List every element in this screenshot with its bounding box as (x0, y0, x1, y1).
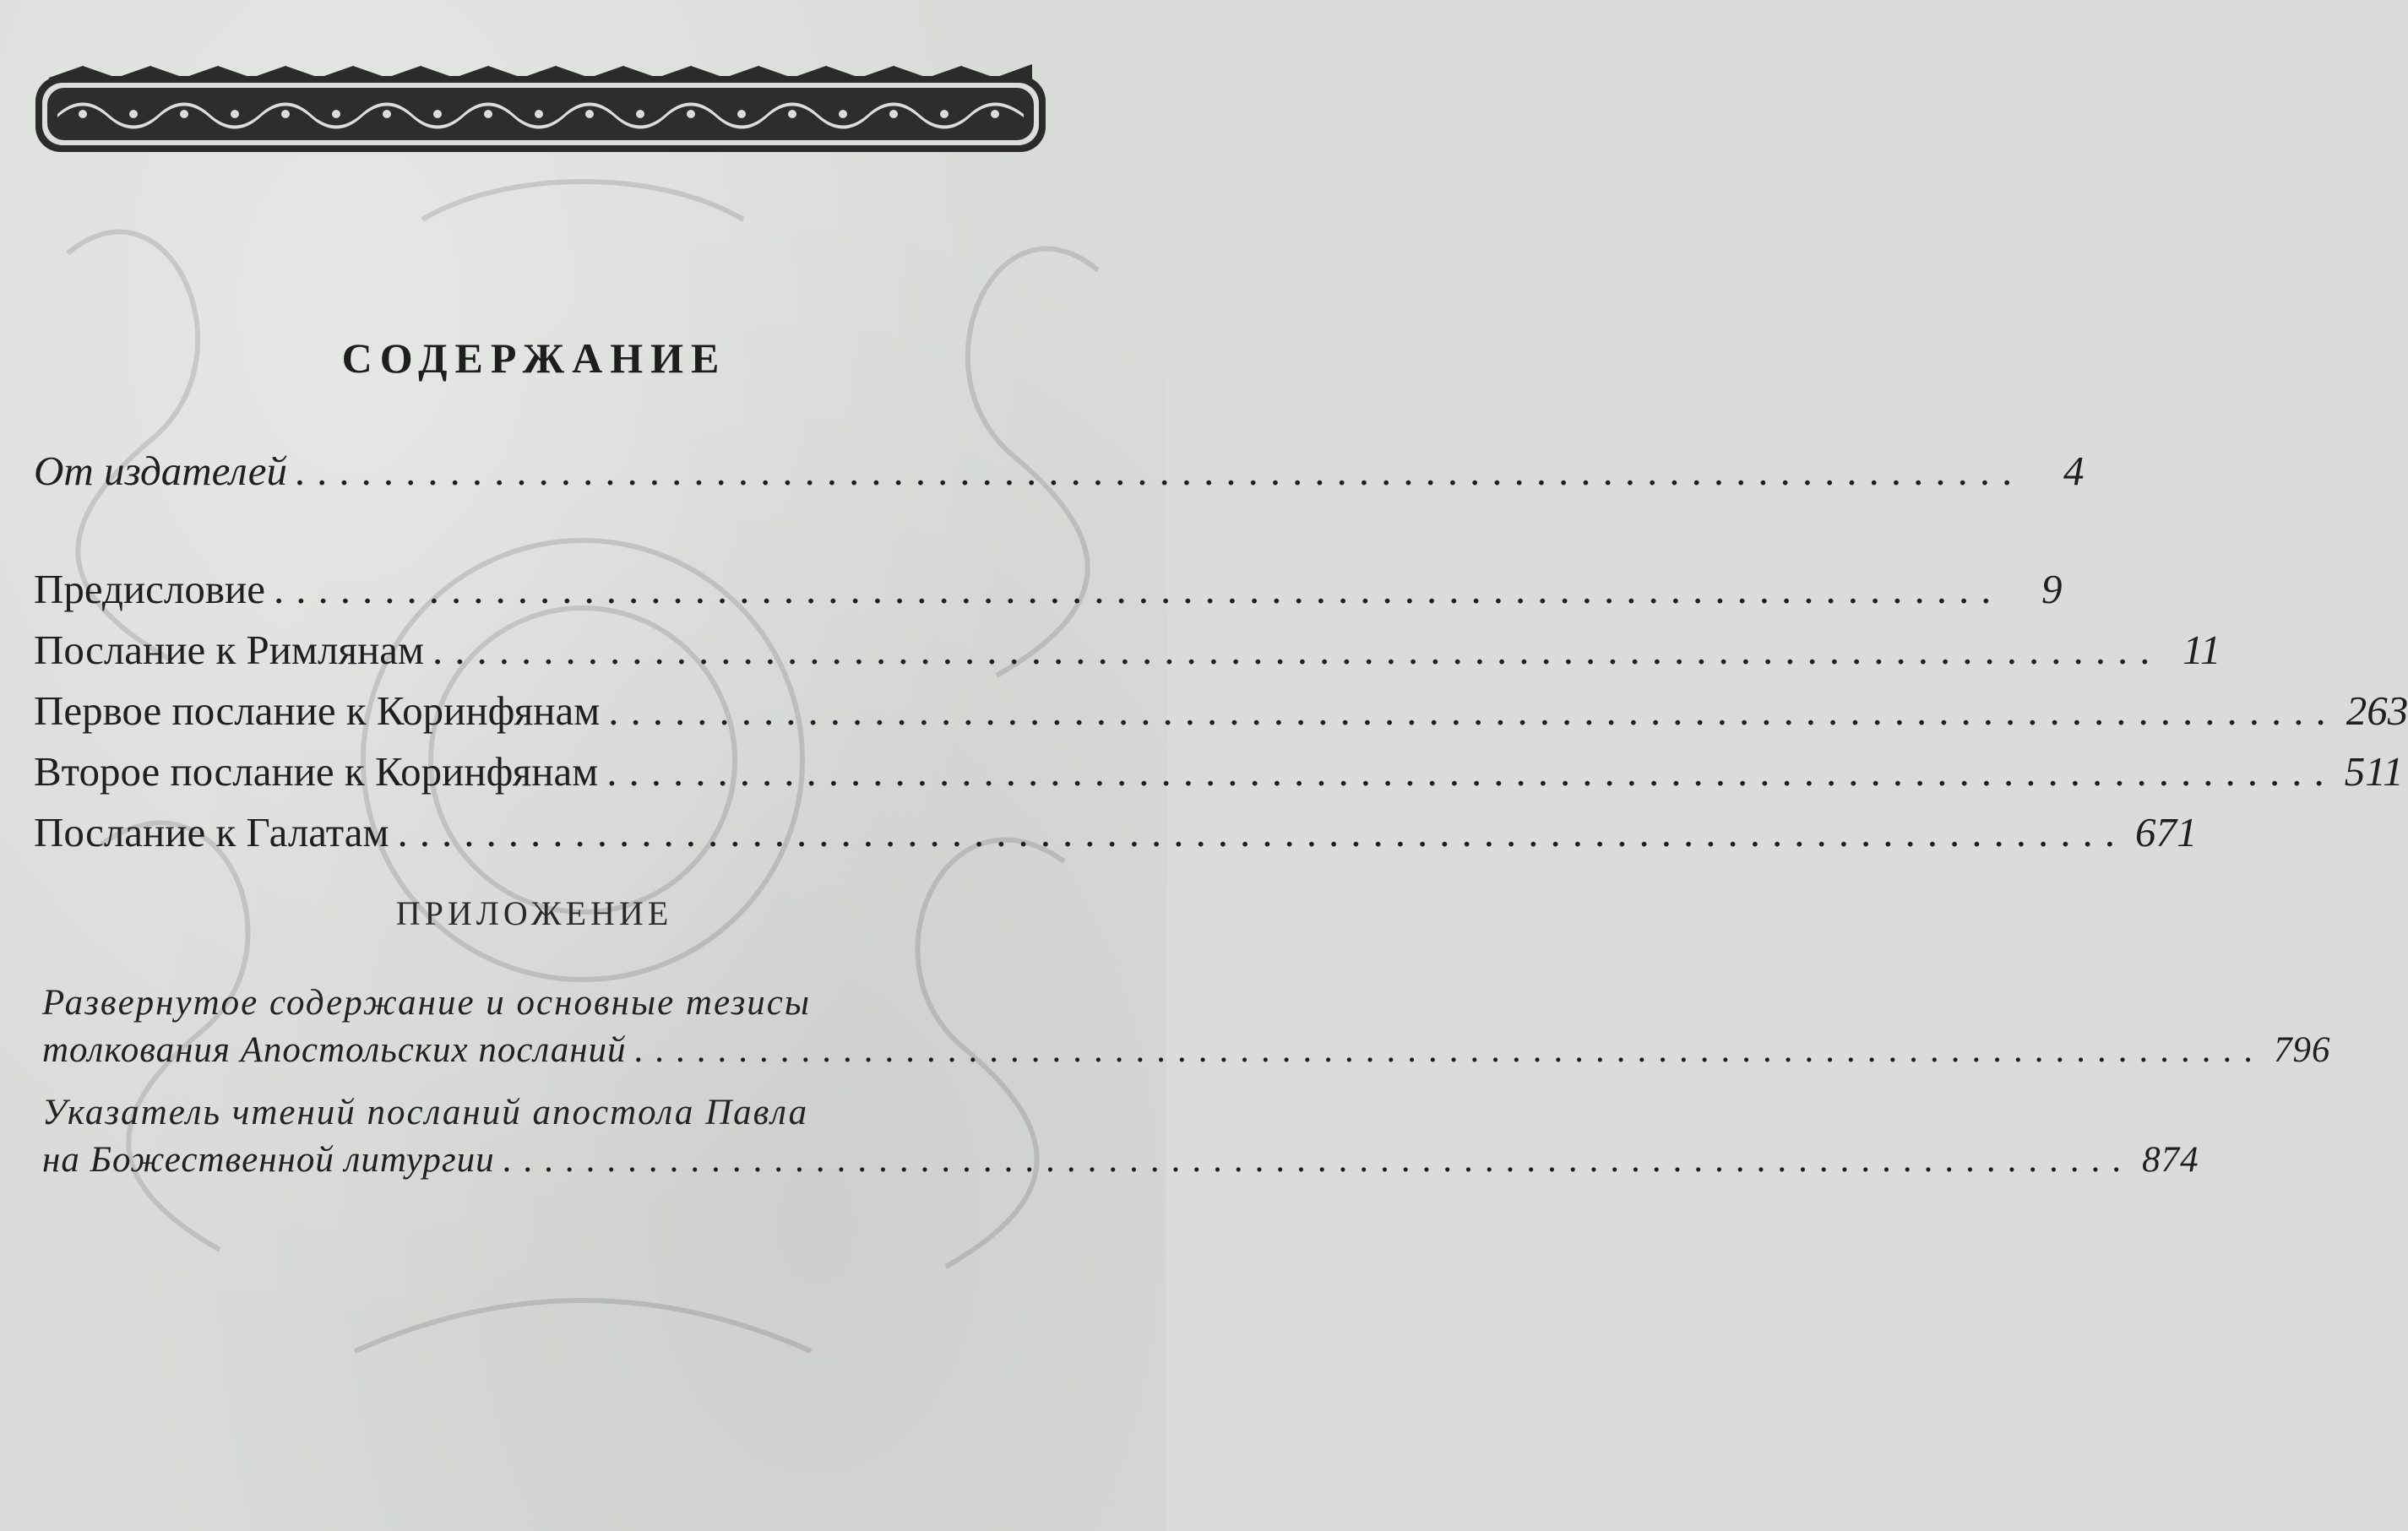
leader-dots: .............................................................................. (608, 687, 2338, 734)
page-title: СОДЕРЖАНИЕ (341, 334, 727, 382)
toc-entry-page: 4 (2063, 448, 2085, 494)
appendix-entry-page: 796 (2274, 1030, 2331, 1070)
toc-entry[interactable] (34, 566, 2063, 612)
toc-entry-label: От издателей (34, 448, 288, 494)
toc-entry-label: Послание к Галатам (34, 809, 389, 855)
appendix-entry-label: толкования Апостольских посланий (42, 1030, 627, 1070)
decorative-header-ornament (32, 61, 1049, 162)
toc-entry-page: 11 (2182, 627, 2221, 673)
appendix-entry-line1: Развернутое содержание и основные тезисы (42, 983, 811, 1023)
toc-entry-page: 511 (2344, 748, 2404, 795)
appendix-entry[interactable] (42, 1030, 2331, 1070)
toc-entry-label: Первое послание к Коринфянам (34, 687, 601, 734)
toc-entry-page: 263 (2345, 687, 2408, 734)
toc-entry[interactable] (34, 687, 2408, 734)
leader-dots: .............................................................................. (273, 566, 2003, 612)
toc-entry-label: Послание к Римлянам (34, 627, 425, 673)
leader-dots: .............................................................................. (503, 1140, 2134, 1180)
appendix-entry-page: 874 (2142, 1140, 2199, 1180)
leader-dots: .............................................................................. (606, 748, 2336, 795)
toc-entry-label: Второе послание к Коринфянам (34, 748, 599, 795)
appendix-heading: ПРИЛОЖЕНИЕ (395, 894, 673, 932)
appendix-entry[interactable] (42, 1140, 2199, 1180)
leader-dots: .............................................................................. (432, 627, 2162, 673)
toc-entry-page: 9 (2041, 566, 2063, 612)
appendix-entry-label: на Божественной литургии (42, 1140, 495, 1180)
leader-dots: .............................................................................. (634, 1030, 2266, 1070)
toc-entry-label: Предисловие (34, 566, 265, 612)
toc-entry[interactable] (34, 748, 2404, 795)
toc-entry[interactable] (34, 627, 2221, 673)
appendix-entry-line1: Указатель чтений посланий апостола Павла (42, 1093, 809, 1132)
leader-dots: .............................................................................. (397, 809, 2128, 855)
toc-entry[interactable] (34, 448, 2085, 494)
leader-dots: .............................................................................. (296, 448, 2025, 494)
toc-entry[interactable] (34, 809, 2198, 855)
toc-entry-page: 671 (2135, 809, 2198, 855)
